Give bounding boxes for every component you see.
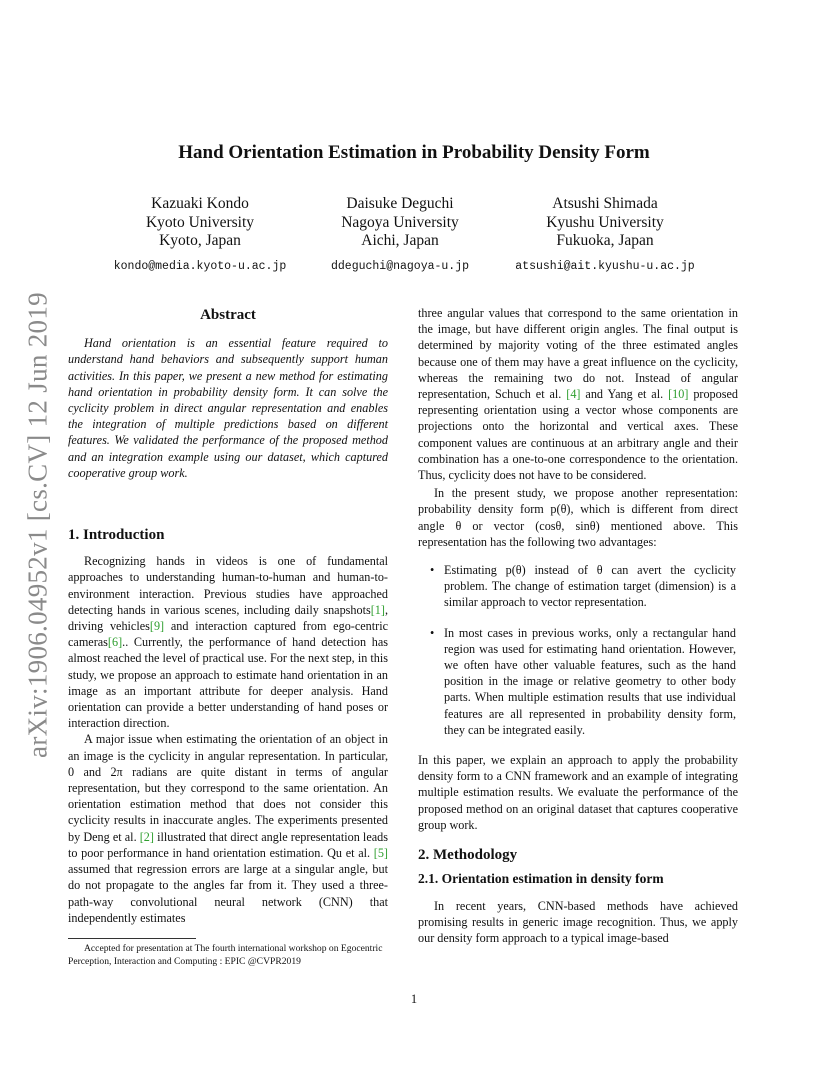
abstract-text: Hand orientation is an essential feature required to understand hand behaviors and subsequently support human activities. In this paper, we present a new method for estimating hand orientation in probability density form. It can solve the cyclicity problem in direct angular representation and enables the integration of multiple predictions based on different features. We validated the performance of the proposed method and an integration example using our dataset, which captured cooperative group work.	[68, 336, 388, 480]
paper-title: Hand Orientation Estimation in Probability Density Form	[178, 142, 650, 163]
intro-paragraph-5: In this paper, we explain an approach to apply the probability density form to a CNN framework and an example of integrating multiple estimation results. We evaluate the performance of the proposed method on an original dataset that captures cooperative group work.	[418, 753, 738, 832]
author-block-1	[85, 195, 315, 276]
citation-link[interactable]: [5]	[373, 845, 388, 860]
subsection-heading: 2.1. Orientation estimation in density form	[418, 871, 664, 887]
footnote-text: Accepted for presentation at The fourth international workshop on Egocentric Perception, Interaction and Computing : EPIC @CVPR2019	[68, 943, 383, 967]
author-affiliation: Nagoya University	[341, 213, 459, 231]
intro-paragraph-2: A major issue when estimating the orientation of an object in an image is the cyclicity in angular representation. In particular, 0 and 2π radians are quite distant in terms of angular representation, but they correspond to the same orientation. An orientation estimation method that does not consider this cyclicity results in inaccurate angles. The experiments presented by Deng et al. [2] illustrated that direct angle representation leads to poor performance in hand orientation estimation. Qu et al. [5] assumed that regression errors are large at a singular angle, but do not propagate to the angles far from it. They used a three-path-way convolutional neural network (CNN) that independently estimates	[68, 732, 388, 925]
methodology-heading: 2. Methodology	[418, 847, 518, 864]
list-item: • In most cases in previous works, only a rectangular hand region was used for estimating hand orientation. However, we often have other valuable features, such as the hand position in the image or relative geometry to other body parts. When multiple estimation results that use individual features are all represented in probability density form, they can be integrated easily.	[430, 625, 736, 737]
author-location: Kyoto, Japan	[159, 232, 241, 249]
intro-heading: 1. Introduction	[68, 527, 165, 544]
author-block-3	[490, 195, 720, 276]
citation-link[interactable]: [4]	[566, 387, 581, 402]
intro-paragraph-3: three angular values that correspond to the same orientation in the image, but have different origin angles. The final output is determined by majority voting of the three estimated angles because one of them may have a great influence on the cyclicity, whereas the remaining two do not. Instead of angular representation, Schuch et al. [4] and Yang et al. [10] proposed representing orientation using a vector whose components are projections onto the horizontal and vertical axes. These component values are continuous at an arbitrary angle and their combination has a one-to-one correspondence to the orientation. Thus, cyclicity does not have to be considered.	[418, 306, 738, 483]
citation-link[interactable]: [6]	[107, 635, 123, 650]
author-name: Daisuke Deguchi	[346, 195, 454, 212]
author-affiliation: Kyoto University	[145, 213, 255, 231]
method-paragraph-1: In recent years, CNN-based methods have achieved promising results in generic image recognition. Thus, we apply our density form approach to a typical image-based	[418, 898, 738, 945]
author-location: Aichi, Japan	[361, 232, 439, 249]
author-name: Kazuaki Kondo	[151, 195, 249, 212]
author-location: Fukuoka, Japan	[556, 232, 654, 249]
left-column	[68, 305, 388, 926]
footnote	[68, 938, 388, 968]
citation-link[interactable]: [10]	[668, 387, 689, 402]
author-email[interactable]: atsushi@ait.kyushu-u.ac.jp	[515, 259, 695, 273]
advantages-list	[418, 562, 738, 738]
citation-link[interactable]: [2]	[139, 829, 154, 844]
page-number: 1	[410, 992, 418, 1006]
author-block-2	[285, 195, 515, 276]
author-affiliation: Kyushu University	[546, 213, 664, 231]
footnote-rule	[68, 938, 196, 939]
bullet-icon: •	[430, 625, 435, 640]
arxiv-stamp	[16, 290, 60, 760]
citation-link[interactable]: [1]	[370, 602, 385, 617]
author-email[interactable]: ddeguchi@nagoya-u.jp	[330, 259, 470, 273]
list-item: • Estimating p(θ) instead of θ can avert the cyclicity problem. The change of estimation target (dimension) is a similar approach to vector representation.	[430, 563, 736, 610]
arxiv-stamp-text: arXiv:1906.04952v1 [cs.CV] 12 Jun 2019	[22, 292, 53, 758]
intro-paragraph-1: Recognizing hands in videos is one of fundamental approaches to understanding human-to-human and human-to-environment interaction. Previous studies have approached detecting hands in various scenes, including daily snapshots[1], driving vehicles[9] and interaction captured from ego-centric cameras[6].. Currently, the performance of hand detection has almost reached the level of practical use. For the next step, in this study, we propose an approach to estimate hand orientation in an image as an important attribute for deeper analysis. Hand orientation can provide a better understanding of hand poses or interaction direction.	[68, 554, 388, 731]
author-email[interactable]: kondo@media.kyoto-u.ac.jp	[113, 259, 287, 273]
bullet-icon: •	[430, 563, 435, 578]
abstract-heading: Abstract	[200, 307, 256, 323]
author-name: Atsushi Shimada	[552, 195, 658, 212]
right-column	[418, 305, 738, 946]
intro-paragraph-4: In the present study, we propose another representation: probability density form p(θ), which is different from direct angle θ or vector (cosθ, sinθ) mentioned above. This representation has the following two advantages:	[418, 486, 738, 549]
citation-link[interactable]: [9]	[149, 619, 165, 634]
